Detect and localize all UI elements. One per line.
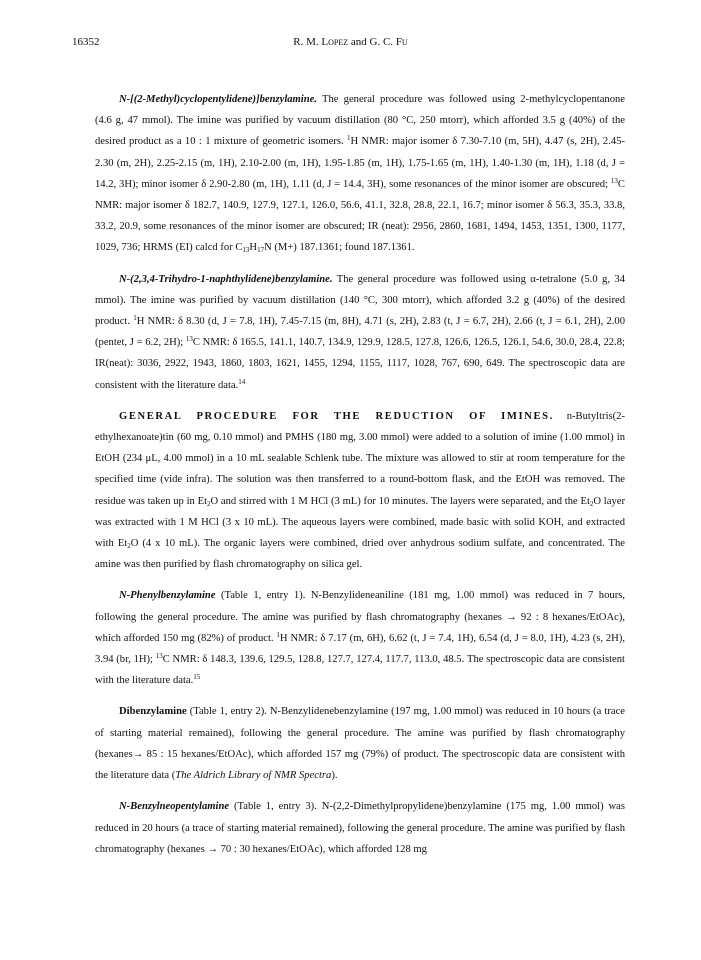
citation-title: The Aldrich Library of NMR Spectra xyxy=(175,770,332,782)
subscript: 2 xyxy=(207,499,211,508)
paragraph-text: (Table 1, entry 3). N-(2,2-Dimethylpropylidene)benzylamine (175 mg, 1.00 mmol) was reduced in 20 hours (a trace of starting material remained), following the general procedure. The amine was purified by flash chromatography (hexanes → 70 : 30 hexanes/EtOAc), which afforded 128 mg xyxy=(95,801,625,855)
paragraph-text: H NMR: major isomer δ 7.30-7.10 (m, 5H), 4.47 (s, 2H), 2.45-2.30 (m, 2H), 2.25-2.15 (m, 1H), 2.10-2.00 (m, 1H), 1.95-1.85 (m, 1H), 1.75-1.65 (m, 1H), 1.40-1.30 (m, 1H), 1.18 (d, J = 14.2, 3H); minor isomer δ 2.90-2.80 (m, 1H), 1.11 (d, J = 14.4, 3H), some resonances of the minor isomer are obscured; xyxy=(95,136,625,190)
paragraph-text: O (4 x 10 mL). The organic layers were combined, dried over anhydrous sodium sulfate, and concentrated. The amine was then purified by flash chromatography on silica gel. xyxy=(95,538,625,571)
paragraph-text: H NMR: δ 8.30 (d, J = 7.8, 1H), 7.45-7.15 (m, 8H), 4.71 (s, 2H), 2.83 (t, J = 6.7, 2H), 2.66 (t, J = 6.1, 2H), 2.00 (pentet, J = 6.2, 2H); xyxy=(95,316,625,349)
paragraph-benzylneopentylamine xyxy=(95,796,625,860)
paragraph-text: C NMR: δ 148.3, 139.6, 129.5, 128.8, 127.7, 127.4, 117.7, 113.0, 48.5. The spectroscopic data are consistent with the literature data. xyxy=(95,654,626,687)
superscript: 1 xyxy=(276,630,280,639)
subscript: 2 xyxy=(127,542,131,551)
paragraph-text: H xyxy=(249,242,258,254)
paragraph-text: H NMR: δ 7.17 (m, 6H), 6.62 (t, J = 7.4, 1H), 6.54 (d, J = 8.0, 1H), 4.23 (s, 2H), 3.94 (br, 1H); xyxy=(95,632,626,666)
reference-superscript: 15 xyxy=(193,673,201,682)
section-heading: GENERAL PROCEDURE FOR THE REDUCTION OF IMINES. xyxy=(119,410,554,422)
paragraph-methylcyclopentylidene xyxy=(95,89,625,259)
paragraph-text: The general procedure was followed using α-tetralone (5.0 g, 34 mmol). The imine was purified by vacuum distillation (140 °C, 300 mtorr), which afforded 3.2 g (40%) of the desired product. xyxy=(95,273,625,328)
running-head xyxy=(72,34,629,50)
paragraph-dibenzylamine xyxy=(95,701,625,786)
paragraph-text: C NMR: major isomer δ 182.7, 140.9, 127.9, 127.1, 126.0, 56.6, 41.1, 32.8, 28.8, 22.1, 16.7; minor isomer δ 56.3, 35.3, 33.8, 33.2, 20.9, some resonances of the minor isomer are obscured; IR (neat): 2956, 2860, 1681, 1494, 1453, 1351, 1300, 1177, 1029, 736; HRMS (EI) calcd for C xyxy=(95,178,625,254)
superscript: 13 xyxy=(610,176,618,185)
superscript: 1 xyxy=(347,134,351,143)
compound-title: N-Benzylneopentylamine xyxy=(119,801,230,813)
paragraph-text: The general procedure was followed using 2-methylcyclopentanone (4.6 g, 47 mmol). The imine was purified by vacuum distillation (80 °C, 250 mtorr), which afforded 3.5 g (40%) of the desired product as a 10 : 1 mixture of geometric isomers. xyxy=(95,94,625,148)
compound-title: N-(2,3,4-Trihydro-1-naphthylidene)benzylamine. xyxy=(119,273,333,285)
page-number: 16352 xyxy=(72,36,100,48)
paragraph-text: N (M+) 187.1361; found 187.1361. xyxy=(264,242,415,254)
compound-title: Dibenzylamine xyxy=(119,706,187,718)
subscript: 13 xyxy=(242,246,250,255)
paragraph-text: O and stirred with 1 M HCl (3 mL) for 10 minutes. The layers were separated, and the Et xyxy=(210,495,590,507)
compound-title: N-[(2-Methyl)cyclopentylidene)]benzylamine. xyxy=(119,94,317,105)
paragraph-text: (Table 1, entry 1). N-Benzylideneaniline (181 mg, 1.00 mmol) was reduced in 7 hours, following the general procedure. The amine was purified by flash chromatography (hexanes → 92 : 8 hexanes/EtOAc), which afforded 150 mg (82%) of product. xyxy=(95,590,625,644)
paragraph-text: O layer was extracted with 1 M HCl (3 x 10 mL). The aqueous layers were combined, made basic with solid KOH, and extracted with Et xyxy=(95,495,625,550)
paragraph-general-procedure xyxy=(95,406,625,576)
running-head-authors: R. M. xyxy=(293,36,322,48)
superscript: 13 xyxy=(185,335,193,344)
superscript: 13 xyxy=(155,652,163,661)
paragraph-text: (Table 1, entry 2). N-Benzylidenebenzylamine (197 mg, 1.00 mmol) was reduced in 10 hours (a trace of starting material remained), following the general procedure. The amine was purified by flash chromatography (hexanes→ 85 : 15 hexanes/EtOAc), which afforded 157 mg (79%) of product. The spectroscopic data are consistent with the literature data ( xyxy=(95,706,625,782)
compound-title: N-Phenylbenzylamine xyxy=(119,590,216,602)
paragraph-phenylbenzylamine xyxy=(95,585,625,691)
reference-superscript: 14 xyxy=(238,377,246,386)
page-header xyxy=(72,34,629,50)
running-head-and: and G. C. xyxy=(348,36,396,48)
paragraph-text: n-Butyltris(2-ethylhexanoate)tin (60 mg, 0.10 mmol) and PMHS (180 mg, 3.00 mmol) were added to a solution of imine (1.00 mmol) in EtOH (234 μL, 4.00 mmol) in a 10 mL sealable Schlenk tube. The mixture was allowed to stir at room temperature for the specified time (vide infra). The solution was then transferred to a round-bottom flask, and the EtOH was removed. The residue was taken up in Et xyxy=(95,410,625,507)
subscript: 17 xyxy=(257,246,265,255)
paragraph-text: ). xyxy=(331,770,338,782)
paragraph-trihydronaphthylidene xyxy=(95,269,625,396)
subscript: 2 xyxy=(589,499,594,508)
article-body xyxy=(95,89,625,870)
running-head-fu: Fu xyxy=(395,36,408,48)
paragraph-text: C NMR: δ 165.5, 141.1, 140.7, 134.9, 129.9, 128.5, 127.8, 126.6, 126.5, 126.1, 54.6, 30.0, 28.4, 22.8; IR(neat): 3036, 2922, 1943, 1860, 1803, 1621, 1455, 1294, 1155, 1117, 1028, 767, 690, 649. The spectroscopic data are consistent with the literature data. xyxy=(95,337,625,391)
superscript: 1 xyxy=(133,314,137,323)
running-head-lopez: Lopez xyxy=(321,36,349,48)
